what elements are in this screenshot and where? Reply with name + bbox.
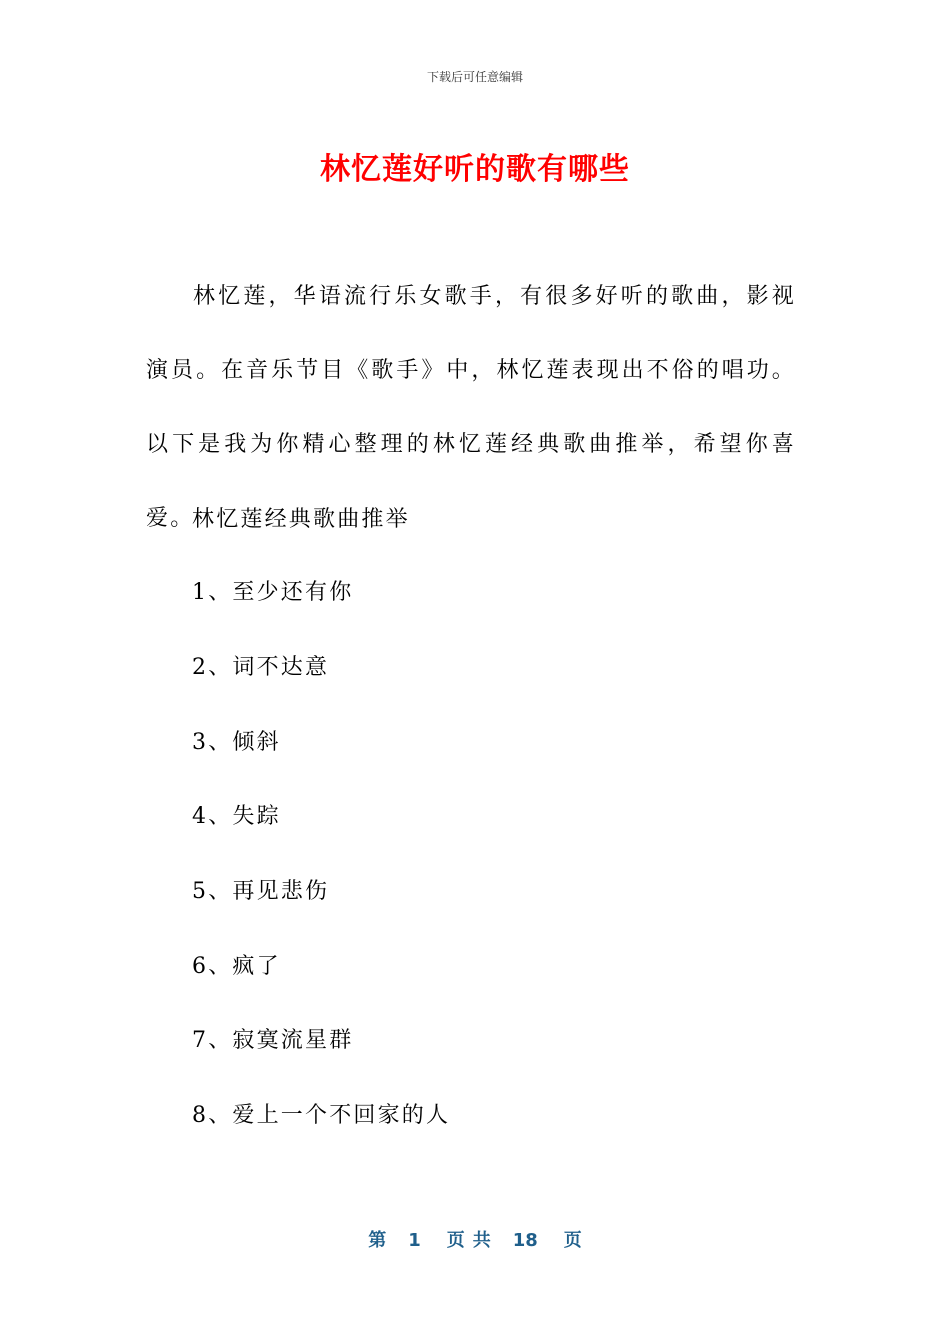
footer-page-number: 1	[408, 1230, 421, 1251]
header-note: 下载后可任意编辑	[426, 70, 523, 84]
song-item: 2、词不达意	[192, 655, 330, 680]
song-item: 5、再见悲伤	[192, 879, 330, 904]
song-item: 1、至少还有你	[192, 580, 354, 605]
footer-total-pages: 18	[512, 1230, 538, 1251]
song-item: 8、爱上一个不回家的人	[192, 1103, 451, 1128]
footer-prefix: 第	[368, 1230, 387, 1251]
song-item: 6、疯了	[192, 954, 281, 979]
footer-total-label: 共	[472, 1230, 491, 1251]
section-heading: 林忆莲经典歌曲推举	[192, 507, 410, 532]
song-item: 3、倾斜	[192, 730, 281, 755]
song-item: 4、失踪	[192, 804, 281, 829]
page-footer	[0, 1226, 950, 1252]
document-title: 林忆莲好听的歌有哪些	[320, 152, 630, 187]
intro-paragraph: 林忆莲，华语流行乐女歌手，有很多好听的歌曲，影视演员。在音乐节目《歌手》中，林忆莲表现出不俗的唱功。以下是我为你精心整理的林忆莲经典歌曲推举，希望你喜爱。	[146, 284, 796, 531]
footer-suffix: 页	[563, 1230, 582, 1251]
song-item: 7、寂寞流星群	[192, 1028, 354, 1053]
footer-page-label: 页	[446, 1230, 465, 1251]
